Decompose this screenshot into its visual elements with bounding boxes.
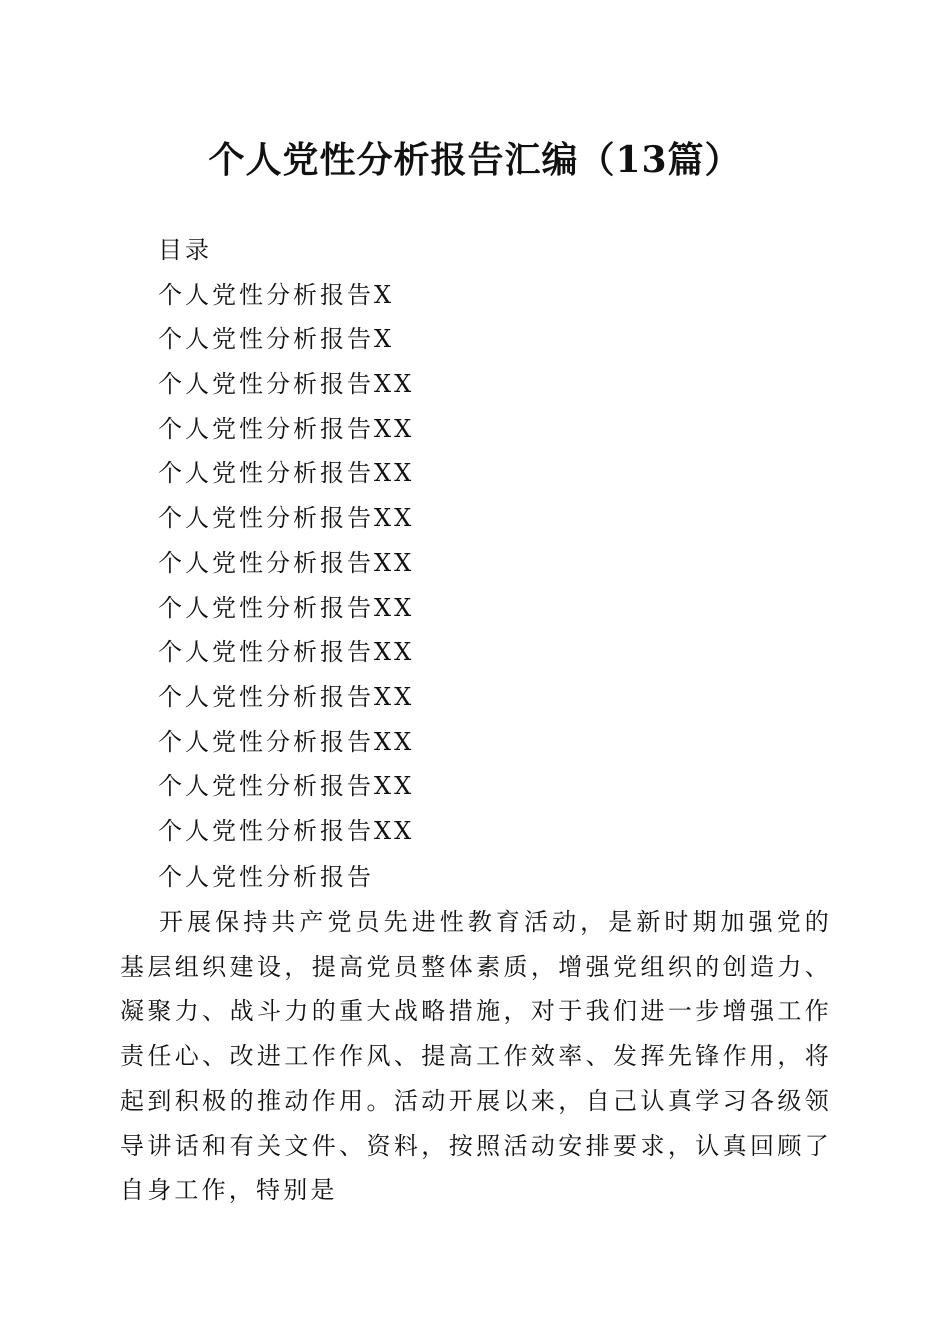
toc-item: 个人党性分析报告XX [158,816,415,845]
toc-item: 个人党性分析报告XX [158,548,415,577]
toc-item: 个人党性分析报告XX [158,414,415,443]
toc-item: 个人党性分析报告XX [158,370,415,399]
toc-item: 个人党性分析报告XX [158,459,415,488]
toc-item: 个人党性分析报告XX [158,727,415,756]
toc-heading: 目录 [158,236,212,264]
body-paragraph: 开展保持共产党员先进性教育活动，是新时期加强党的基层组织建设，提高党员整体素质，增强党组织的创造力、凝聚力、战斗力的重大战略措施，对于我们进一步增强工作责任心、改进工作作风、提高工作效率、发挥先锋作用，将起到积极的推动作用。活动开展以来，自己认真学习各级领导讲话和有关文件、资料，按照活动安排要求，认真回顾了自身工作，特别是 [120,908,832,1205]
toc-item: 个人党性分析报告XX [158,593,415,622]
toc-item: 个人党性分析报告XX [158,504,415,533]
document-title: 个人党性分析报告汇编（13篇） [208,139,742,181]
toc-item: 个人党性分析报告X [158,325,395,354]
toc-item: 个人党性分析报告XX [158,682,415,711]
toc-item: 个人党性分析报告XX [158,772,415,801]
toc-item: 个人党性分析报告XX [158,638,415,667]
section-title: 个人党性分析报告 [158,863,374,891]
toc-item: 个人党性分析报告X [158,280,395,309]
table-of-contents [158,273,858,854]
